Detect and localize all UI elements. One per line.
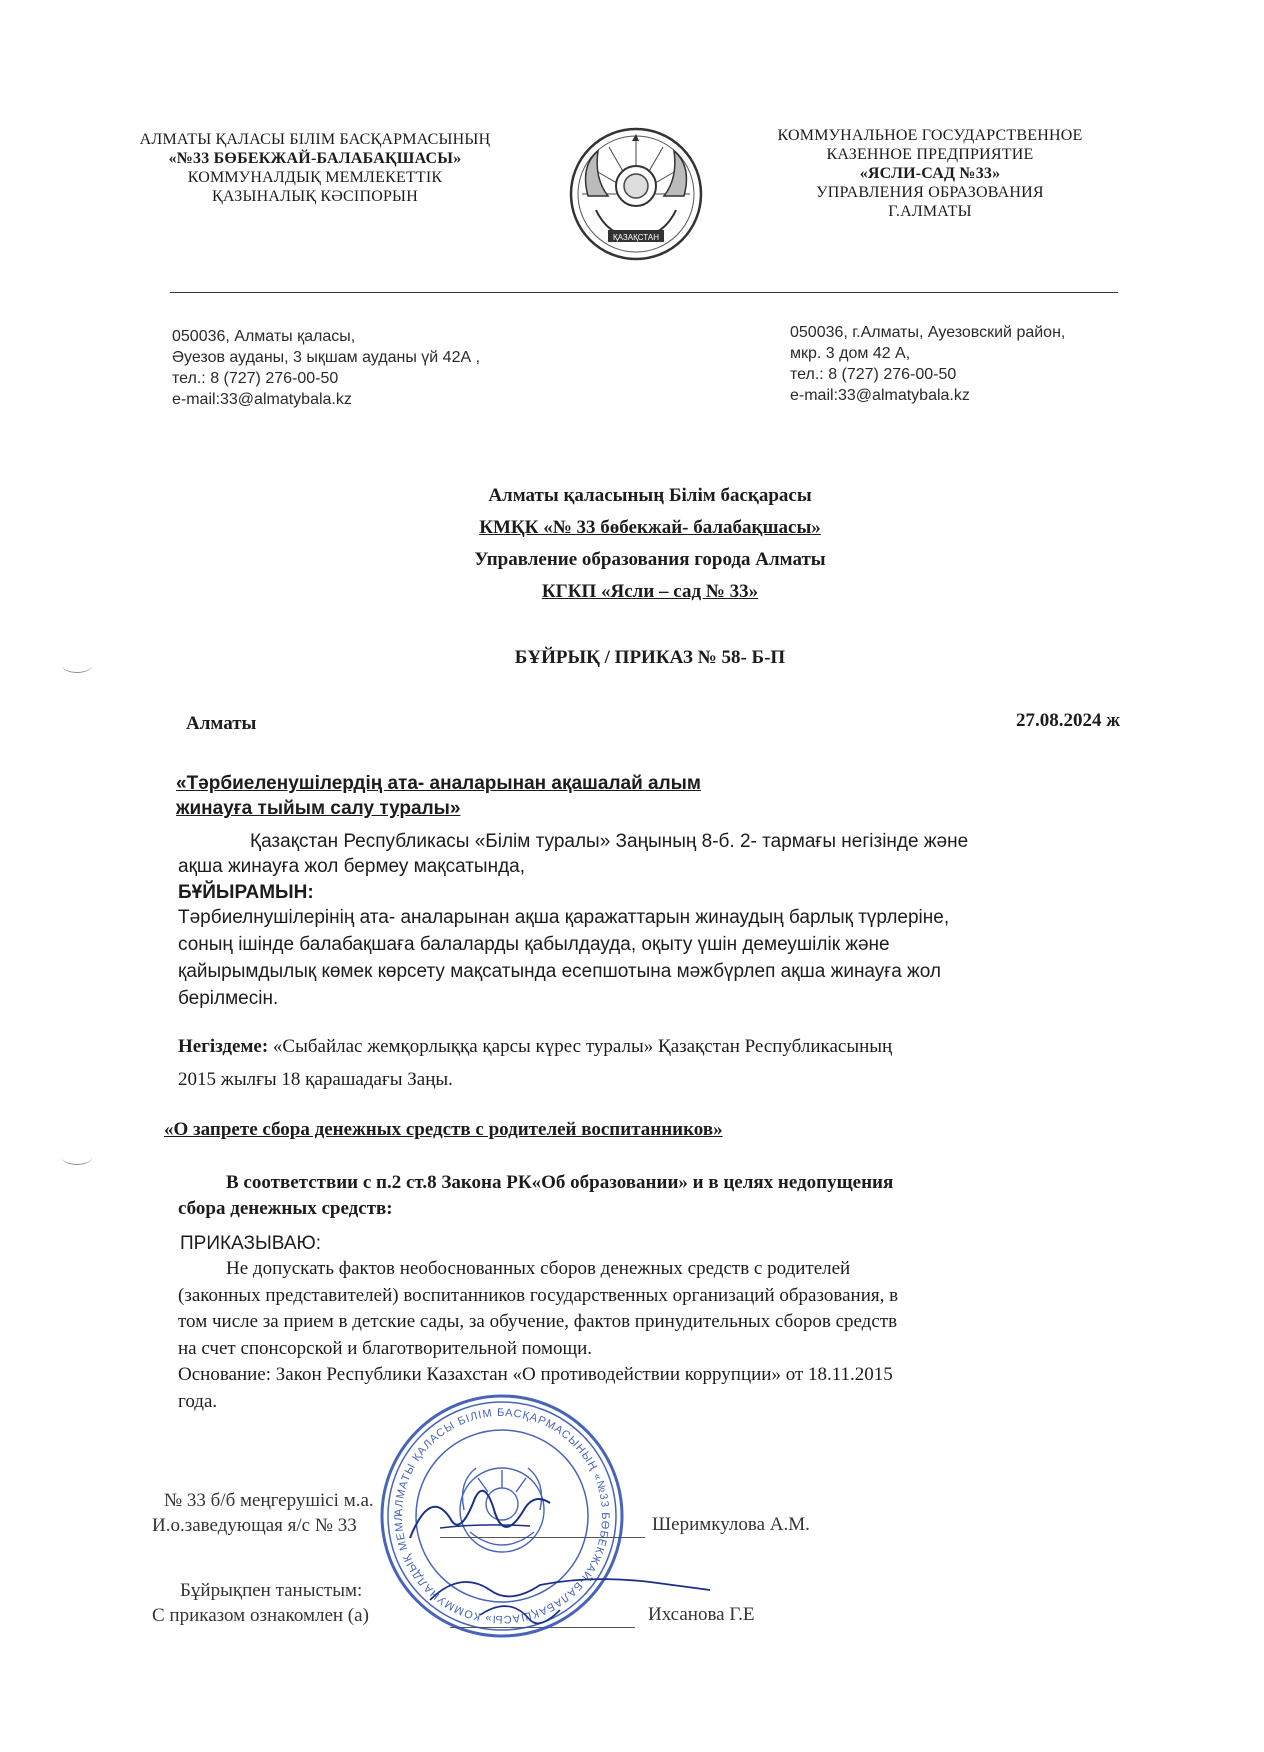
order-date: 27.08.2024 ж xyxy=(1015,710,1120,731)
ru-basis-line2: года. xyxy=(178,1390,218,1412)
kz-basis xyxy=(178,1030,1118,1096)
kz-preamble-line1: Қазақстан Республикасы «Білім туралы» Заңының 8-б. 2- тармағы негізінде және xyxy=(250,831,969,852)
header-right-line1: КОММУНАЛЬНОЕ ГОСУДАРСТВЕННОЕ xyxy=(777,127,1083,144)
address-left-line2: Әуезов ауданы, 3 ықшам ауданы үй 42А , xyxy=(172,349,481,366)
address-left-line1: 050036, Алматы қаласы, xyxy=(172,328,356,345)
ru-order-word: ПРИКАЗЫВАЮ: xyxy=(180,1233,321,1254)
ru-body xyxy=(178,1256,1141,1415)
header-right xyxy=(740,126,1120,221)
signature-head-ru: И.о.заведующая я/с № 33 xyxy=(152,1515,357,1536)
kz-subject xyxy=(176,771,876,821)
stamp-ring-text: АЛМАТЫ ҚАЛАСЫ БІЛІМ БАСҚАРМАСЫНЫҢ «№33 БӨБЕКЖАЙ-БАЛАБАҚШАСЫ» КОММУНАЛДЫҚ МЕМЛ xyxy=(392,1406,612,1626)
ru-preamble-line2: сбора денежных средств: xyxy=(178,1198,393,1219)
title-line1: Алматы қаласының Білім басқарасы xyxy=(488,485,812,506)
kz-preamble xyxy=(178,829,1118,879)
kz-body-line1: Тәрбиелнушілерінің ата- аналарынан ақша қаражаттарын жинаудың барлық түрлеріне, xyxy=(178,907,950,928)
order-number: БҰЙРЫҚ / ПРИКАЗ № 58- Б-П xyxy=(514,647,786,668)
signature-ack-name: Ихсанова Г.Е xyxy=(648,1604,755,1625)
title-line2: КМҚК «№ 33 бөбекжай- балабақшасы» xyxy=(479,517,821,538)
ru-preamble-line1: В соответствии с п.2 ст.8 Закона РК«Об образовании» и в целях недопущения xyxy=(226,1172,894,1193)
kz-subject-line2: жинауға тыйым салу туралы» xyxy=(176,798,461,819)
header-divider xyxy=(170,292,1118,293)
address-left-line4: e-mail:33@almatybala.kz xyxy=(172,391,352,408)
title-block xyxy=(300,480,1000,608)
title-line3: Управление образования города Алматы xyxy=(474,549,826,570)
signature-ack-kz: Бұйрықпен таныстым: xyxy=(180,1580,363,1601)
address-right-line1: 050036, г.Алматы, Ауезовский район, xyxy=(790,324,1066,341)
scan-mark xyxy=(62,658,92,673)
scan-mark xyxy=(62,1150,92,1165)
handwritten-signature-ack xyxy=(420,1560,720,1640)
address-right-line4: e-mail:33@almatybala.kz xyxy=(790,387,970,404)
kz-body-line2: соның ішінде балабақшаға балаларды қабылдауда, оқыту үшін демеушілік және xyxy=(178,934,890,955)
ru-body-line1: Не допускать фактов необоснованных сборов денежных средств с родителей xyxy=(226,1258,851,1279)
header-right-line4: УПРАВЛЕНИЯ ОБРАЗОВАНИЯ xyxy=(816,184,1044,201)
ru-body-line3: том числе за прием в детские сады, за обучение, фактов принудительных сборов средств xyxy=(178,1311,898,1332)
kz-preamble-line2: ақша жинауға жол бермеу мақсатында, xyxy=(178,856,526,877)
header-left-line3: КОММУНАЛДЫҚ МЕМЛЕКЕТТІК xyxy=(187,169,443,186)
kz-order-word: БҰЙЫРАМЫН: xyxy=(178,882,314,903)
header-left-line2: «№33 БӨБЕКЖАЙ-БАЛАБАҚШАСЫ» xyxy=(168,150,462,167)
kz-body xyxy=(178,904,1118,1012)
address-left-line3: тел.: 8 (727) 276-00-50 xyxy=(172,370,339,387)
kz-subject-line1: «Тәрбиеленушілердің ата- аналарынан ақашалай алым xyxy=(176,773,701,794)
kz-basis-line1 xyxy=(178,1030,1118,1063)
header-left-line4: ҚАЗЫНАЛЫҚ КӘСІПОРЫН xyxy=(212,188,418,205)
state-emblem xyxy=(568,126,704,262)
ru-preamble xyxy=(178,1170,1118,1222)
address-right-line2: мкр. 3 дом 42 А, xyxy=(790,345,911,362)
kz-basis-text: «Сыбайлас жемқорлыққа қарсы күрес туралы» Қазақстан Республикасының xyxy=(268,1036,893,1057)
header-left xyxy=(95,130,535,206)
signature-ack-ru: С приказом ознакомлен (а) xyxy=(152,1605,369,1626)
city: Алматы xyxy=(186,713,257,734)
kz-body-line4: берілмесін. xyxy=(178,988,279,1009)
emblem-icon xyxy=(568,126,704,262)
ru-body-line4: на счет спонсорской и благотворительной помощи. xyxy=(178,1337,593,1359)
ru-subject: «О запрете сбора денежных средств с родителей воспитанников» xyxy=(164,1119,723,1140)
svg-text:ҚАЗАҚСТАН: ҚАЗАҚСТАН xyxy=(613,233,659,242)
header-left-line1: АЛМАТЫ ҚАЛАСЫ БІЛІМ БАСҚАРМАСЫНЫҢ xyxy=(139,131,491,148)
address-left xyxy=(172,326,632,410)
ru-body-line2: (законных представителей) воспитанников государственных организаций образования, в xyxy=(178,1284,899,1306)
signature-head-kz: № 33 б/б меңгерушісі м.а. xyxy=(164,1490,374,1511)
handwritten-signature xyxy=(400,1468,560,1558)
header-right-line3: «ЯСЛИ-САД №33» xyxy=(859,165,1001,182)
header-right-line2: КАЗЕННОЕ ПРЕДПРИЯТИЕ xyxy=(826,146,1034,163)
ru-basis-line1: Основание: Закон Республики Казахстан «О противодействии коррупции» от 18.11.2015 xyxy=(178,1364,893,1385)
title-line4: КГКП «Ясли – сад № 33» xyxy=(541,581,759,602)
kz-basis-line2: 2015 жылғы 18 қарашадағы Заңы. xyxy=(178,1069,453,1090)
kz-body-line3: қайырымдылық көмек көрсету мақсатында есепшотына мәжбүрлеп ақша жинауға жол xyxy=(178,961,942,982)
header-right-line5: Г.АЛМАТЫ xyxy=(888,203,972,220)
signature-head-name: Шеримкулова А.М. xyxy=(652,1514,810,1535)
kz-basis-label: Негіздеме: xyxy=(178,1036,269,1057)
address-right-line3: тел.: 8 (727) 276-00-50 xyxy=(790,366,957,383)
address-right xyxy=(790,322,1170,406)
